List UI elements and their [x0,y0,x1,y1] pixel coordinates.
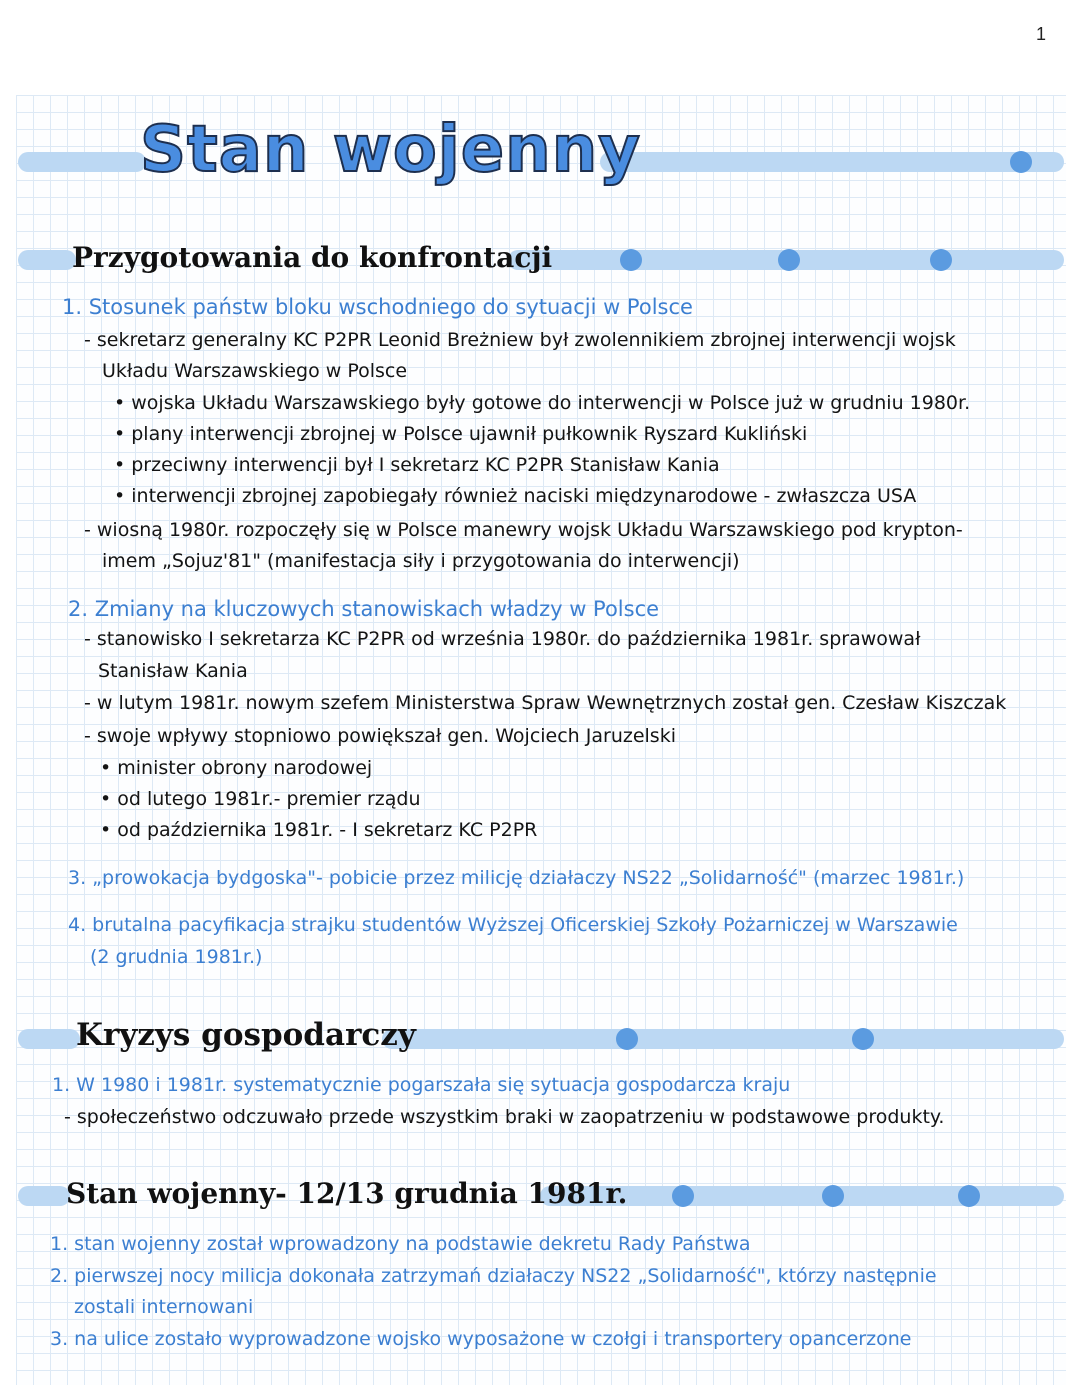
bullet-item: • wojska Układu Warszawskiego były gotowe do interwencji w Polsce już w grudniu 1980r. [114,392,971,414]
dash-item-cont: Stanisław Kania [98,660,248,682]
section-bar-left [18,1029,80,1049]
dash-item: - wiosną 1980r. rozpoczęły się w Polsce manewry wojsk Układu Warszawskiego pod krypton- [84,519,963,541]
section-bar-left [18,1186,70,1206]
dash-item-cont: imem „Sojuz'81" (manifestacja siły i przygotowania do interwencji) [102,550,740,572]
section-bar-right [382,1029,1064,1049]
numbered-item: 4. brutalna pacyfikacja strajku studentów Wyższej Oficerskiej Szkoły Pożarniczej w Warszawie [68,914,958,936]
bullet-item: • od października 1981r. - I sekretarz KC P2PR [100,819,538,841]
page-number: 1 [1035,24,1046,44]
bar-dot [672,1185,694,1207]
dash-item: - sekretarz generalny KC P2PR Leonid Breżniew był zwolennikiem zbrojnej interwencji wojsk [84,329,956,351]
title-bar-left [18,152,146,172]
bar-dot [958,1185,980,1207]
bar-dot [822,1185,844,1207]
dash-item-cont: Układu Warszawskiego w Polsce [102,360,408,382]
dash-item: - w lutym 1981r. nowym szefem Ministerstwa Spraw Wewnętrznych został gen. Czesław Kiszczak [84,692,1007,714]
numbered-item: 1. Stosunek państw bloku wschodniego do sytuacji w Polsce [62,295,693,319]
title-bar-right [600,152,1064,172]
bar-dot [778,249,800,271]
bar-dot [620,249,642,271]
numbered-item: 2. Zmiany na kluczowych stanowiskach władzy w Polsce [68,597,660,621]
bar-dot [852,1028,874,1050]
numbered-item: 3. „prowokacja bydgoska"- pobicie przez milicję działaczy NS22 „Solidarność" (marzec 1981r.) [68,867,965,889]
bullet-item: • od lutego 1981r.- premier rządu [100,788,421,810]
bullet-item: • przeciwny interwencji był I sekretarz KC P2PR Stanisław Kania [114,454,720,476]
section-bar-left [18,250,76,270]
bullet-item: • minister obrony narodowej [100,757,373,779]
dash-item: - stanowisko I sekretarza KC P2PR od września 1980r. do października 1981r. sprawował [84,628,921,650]
page-title: Stan wojenny [140,113,641,187]
numbered-item: 3. na ulice zostało wyprowadzone wojsko wyposażone w czołgi i transportery opancerzone [50,1328,912,1350]
bar-dot [616,1028,638,1050]
section-title: Kryzys gospodarczy [76,1017,416,1053]
numbered-item-cont: (2 grudnia 1981r.) [90,946,263,968]
numbered-item: 1. W 1980 i 1981r. systematycznie pogarszała się sytuacja gospodarcza kraju [52,1074,791,1096]
section-title: Stan wojenny- 12/13 grudnia 1981r. [66,1177,628,1210]
numbered-item: 2. pierwszej nocy milicja dokonała zatrzymań działaczy NS22 „Solidarność", którzy następnie [50,1265,937,1287]
bullet-item: • plany interwencji zbrojnej w Polsce ujawnił pułkownik Ryszard Kukliński [114,423,808,445]
bar-dot [1010,151,1032,173]
dash-item: - społeczeństwo odczuwało przede wszystkim braki w zaopatrzeniu w podstawowe produkty. [64,1106,945,1128]
bar-dot [930,249,952,271]
section-bar-right [508,250,1064,270]
numbered-item: 1. stan wojenny został wprowadzony na podstawie dekretu Rady Państwa [50,1233,751,1255]
numbered-item-cont: zostali internowani [74,1296,254,1318]
dash-item: - swoje wpływy stopniowo powiększał gen. Wojciech Jaruzelski [84,725,676,747]
section-title: Przygotowania do konfrontacji [72,241,553,274]
bullet-item: • interwencji zbrojnej zapobiegały również naciski międzynarodowe - zwłaszcza USA [114,485,917,507]
